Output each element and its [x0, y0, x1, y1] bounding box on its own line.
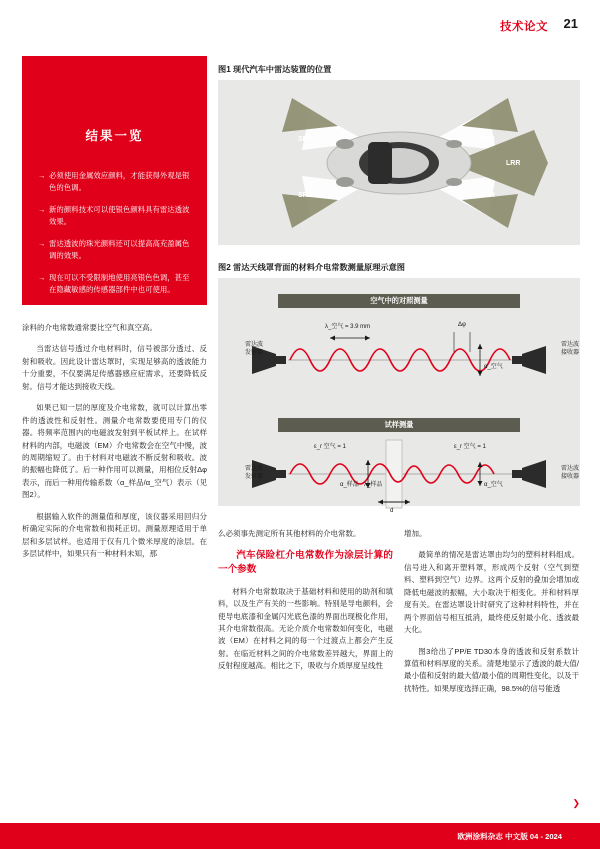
page-number: 21 — [563, 16, 578, 31]
summary-item-text: 新的颜料技术可以使银色颜料具有雷达透波效果。 — [49, 204, 190, 226]
paragraph: 根据输入软件的测量值和厚度，该仪器采用回归分析确定实际的介电常数和损耗正切。测量原理适用于单层和多层试样。也适用于仅有几个微米厚度的涂层。在多层试样中，如果只有一种材料未知，那 — [22, 511, 207, 558]
summary-item-text: 必须使用金属效应颜料，才能获得外观是银色的色调。 — [49, 171, 190, 192]
summary-list — [38, 170, 191, 296]
summary-box-title: 结果一览 — [85, 129, 144, 143]
figure2-caption: 图2 雷达天线罩背面的材料介电常数测量原理示意图 — [218, 263, 405, 272]
summary-item-text: 现在可以不受限制地使用亮银色色调，甚至在隐藏敏感的传感器部件中也可使用。 — [49, 272, 190, 294]
figure2-eps-left: ε_r 空气 = 1 — [314, 444, 346, 450]
list-item — [38, 170, 191, 194]
figure1-label-lrr: LRR — [506, 160, 521, 167]
figure2-bottom-panel-title: 试样测量 — [278, 418, 520, 432]
figure2-thickness-label: d — [390, 508, 394, 514]
paragraph: 最简单的情况是雷达罩由均匀的塑料材料组成。信号进入和离开塑料罩，形成两个反射（空气到塑料、塑料到空气）边界。这两个反射的叠加会增加或降低电磁波的振幅，大小取决于相变化。并和材料厚度有关。在雷达罩设计时研究了这种材料特性，并在两个界面信号相互抵消，最终使反射最小化、透波最大化。 — [404, 550, 579, 635]
paragraph: 么必须事先测定所有其他材料的介电常数。 — [218, 529, 361, 538]
footer-text: 欧洲涂料杂志 中文版 04 - 2024 — [457, 832, 562, 841]
arrow-icon: → — [38, 171, 46, 180]
summary-box — [22, 56, 207, 305]
list-item — [38, 204, 191, 228]
figure2-phase-delta: Δφ — [458, 322, 466, 328]
body-column-2 — [218, 528, 393, 682]
figure2-receiver-label-top: 雷达波 接收器 — [560, 342, 579, 356]
figure1-label-srr-3: SRR — [298, 192, 313, 199]
paragraph: 增加。 — [404, 529, 427, 538]
figure1-label-srr-2: SRR — [480, 136, 495, 143]
body-column-3 — [404, 528, 579, 704]
arrow-icon: → — [38, 272, 46, 282]
header-accent-block — [335, 0, 600, 38]
figure2-receiver-label-bottom: 雷达波 接收器 — [560, 466, 579, 480]
paragraph: 当雷达信号透过介电材料时，信号被部分透过、反射和吸收。因此设计雷达罩时，实现足够高的透波能力十分重要，不仅要满足传感器感应症需求，还要降低反射。信号才能达到接收天线。 — [22, 344, 207, 391]
page-header — [0, 0, 600, 38]
paragraph: 材料介电常数取决于基础材料和使用的助剂和填料，以及生产有关的一些影响。特别是导电颜料，会使导电底漆和金属闪光底色漆的界面出现极化作用，其介电常数很高。无论介质介电常数如何变化，电磁波（EM）在材料之间的每一个过渡点上都会产生反射。在临近材料之间的介电常数差异越大，界面上的反射程度越高。相比之下，吸收与介质厚度呈线性 — [218, 586, 393, 671]
section-subheading: 汽车保险杠介电常数作为涂层计算的一个参数 — [218, 550, 393, 576]
figure2-top-panel-title: 空气中的对照测量 — [278, 294, 520, 308]
summary-item-text: 雷达透波的珠光颜料还可以提高高充盈属色调的效果。 — [49, 238, 190, 260]
figure2-transmitter-label-bottom: 雷达波 发射器 — [244, 466, 263, 480]
body-column-1 — [22, 322, 207, 569]
figure2-dielectric-measurement — [218, 278, 580, 514]
figure2-alpha-air-bottom: α_空气 — [484, 482, 503, 488]
figure1-label-srr-4: SRR — [480, 192, 495, 199]
list-item — [38, 272, 191, 296]
figure2-wavelength-air: λ_空气 = 3.9 mm — [325, 324, 371, 330]
figure1-label-srr-1: SRR — [298, 136, 313, 143]
figure1-radar-positions — [218, 80, 580, 245]
arrow-icon: → — [38, 204, 46, 214]
paragraph: 图3给出了PP/E TD30本身的透波和反射系数计算值和材料厚度的关系。清楚地显示了透波的最大值/最小值和反射的最大值/最小值的周期性变化，以及干扰特性。如果厚度选择正确，98.5%的信号能透 — [404, 646, 579, 693]
figure1-graphic — [218, 80, 580, 245]
continue-arrow-icon: ❯ — [572, 798, 580, 808]
figure2-top-graphic — [218, 310, 580, 410]
paragraph: 如果已知一层的厚度及介电常数，就可以计算出零件的透波性和反射性。测量介电常数要使用专门的仪器。将频率范围内的电磁波发射到平板试样上。在试样材料的内部，电磁波（EM）介电常数会在空气中慢，波的周期缩短了。由于材料对电磁波不断反射和吸收。波的振幅也降低了。后一种作用可以测量，用相位反射Δφ表示，而后一种用传输系数（α_样品/α_空气）表示（见图2）。 — [22, 403, 207, 500]
figure2-alpha-air-top: α_空气 — [484, 364, 503, 370]
figure2-alpha-sample: α_样品 — [340, 482, 359, 488]
figure2-transmitter-label-top: 雷达波 发射器 — [244, 342, 263, 356]
page-footer — [0, 823, 600, 849]
figure1-caption: 图1 现代汽车中雷达装置的位置 — [218, 65, 332, 74]
section-title: 技术论文 — [500, 21, 548, 33]
figure2-eps-right: ε_r 空气 = 1 — [454, 444, 486, 450]
paragraph: 涂料的介电常数通常要比空气和真空高。 — [22, 323, 157, 332]
figure2-lambda-sample: λ_样品 — [364, 482, 383, 488]
list-item — [38, 238, 191, 262]
arrow-icon: → — [38, 238, 46, 248]
